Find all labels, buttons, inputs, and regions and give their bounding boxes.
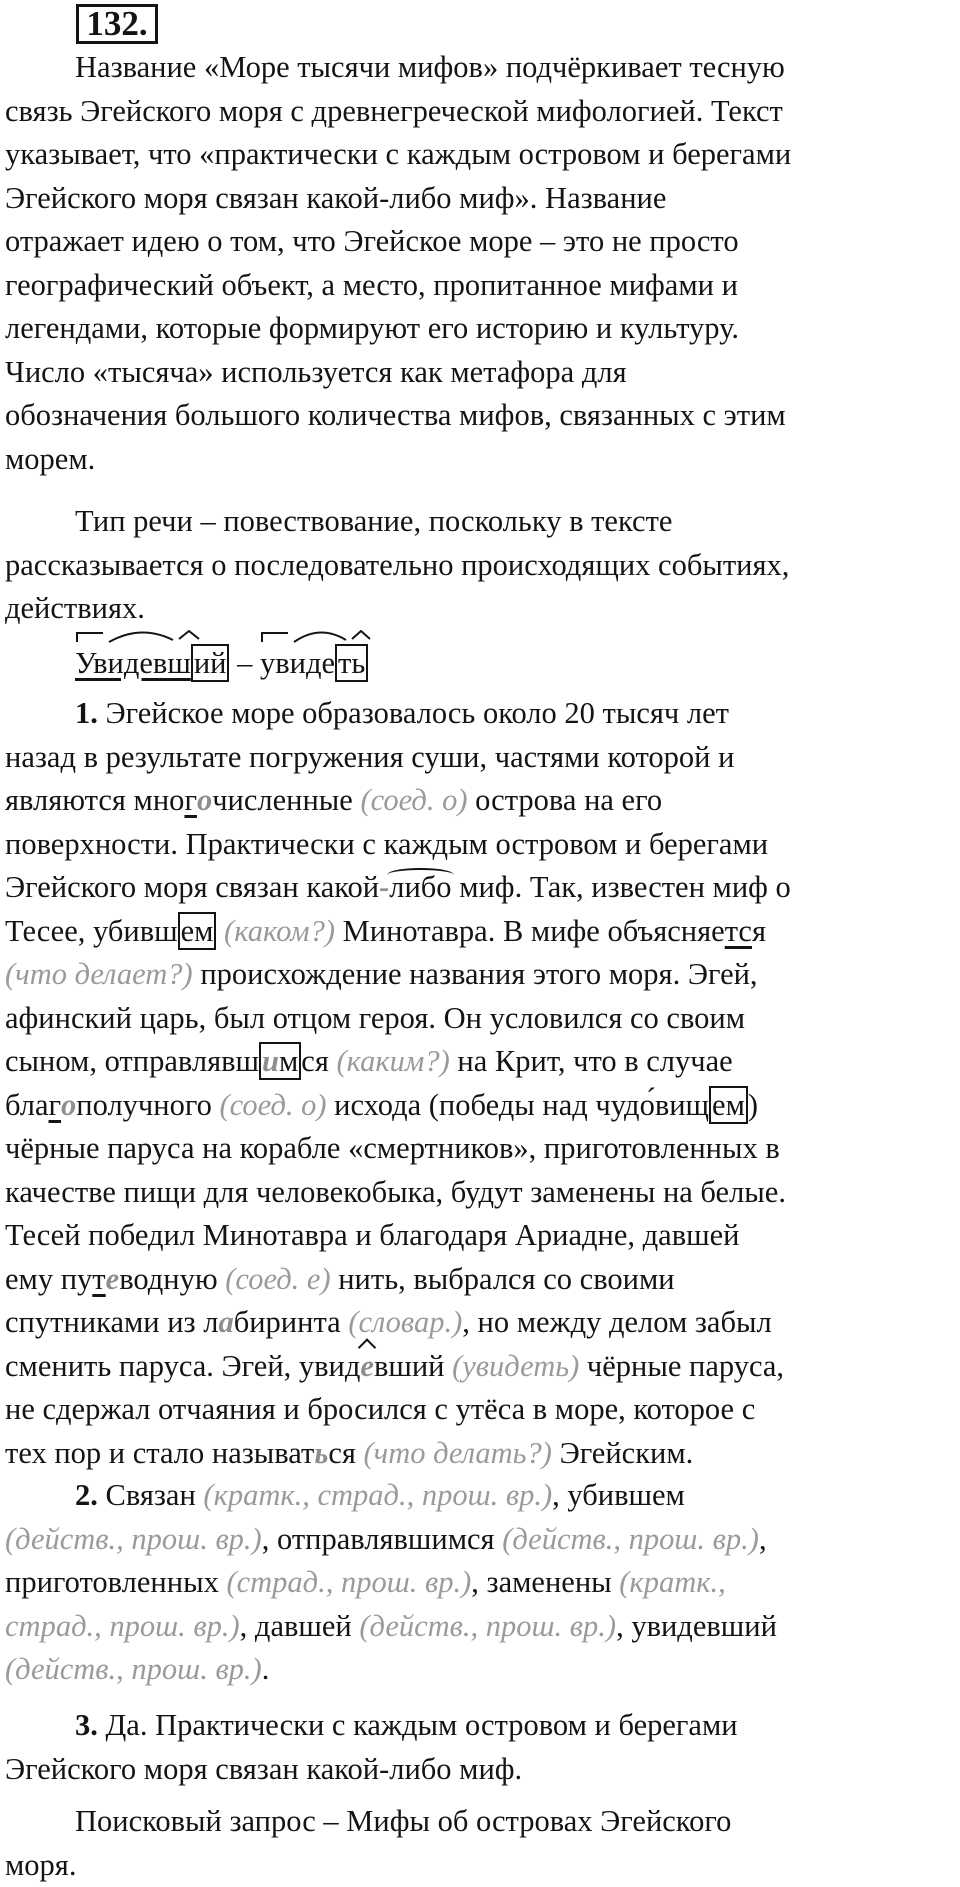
text-line: 3. Да. Практически с каждым островом и берегами <box>5 1704 955 1748</box>
prefix-mark-icon <box>260 630 400 644</box>
text-line: благополучного (соед. о) исхода (победы над чудо́вищем) <box>5 1084 955 1128</box>
text-line: страд., прош. вр.), давшей (действ., прош. вр.), увидевший <box>5 1605 955 1649</box>
text-line: сменить паруса. Эгей, увидевший (увидеть) чёрные паруса, <box>5 1345 955 1389</box>
text-line: (действ., прош. вр.), отправлявшимся (действ., прош. вр.), <box>5 1518 955 1562</box>
task-number: 132. <box>76 4 158 44</box>
text-line: приготовленных (страд., прош. вр.), заменены (кратк., <box>5 1561 955 1605</box>
section-1 <box>5 692 955 1475</box>
text-line: Эгейского моря связан какой-либо миф. Так, известен миф о <box>5 866 955 910</box>
ending-box: ем <box>178 912 217 950</box>
text-line: Эгейского моря связан какой-либо миф. <box>5 1748 955 1792</box>
ending-box: ем <box>709 1086 748 1124</box>
text-line: Тесее, убившем (каком?) Минотавра. В мифе объясняется <box>5 910 955 954</box>
text-line: (что делает?) происхождение названия этого моря. Эгей, <box>5 953 955 997</box>
text-line: афинский царь, был отцом героя. Он условился со своим <box>5 997 955 1041</box>
text-line: Эгейского моря связан какой-либо миф». Название <box>5 177 955 221</box>
section-3 <box>5 1704 955 1791</box>
text-line: являются многочисленные (соед. о) острова на его <box>5 779 955 823</box>
stress-caret: е <box>360 1345 374 1389</box>
text-line: 2. Связан (кратк., страд., прош. вр.), убившем <box>5 1474 955 1518</box>
text-line: чёрные паруса на корабле «смертников», приготовленных в <box>5 1127 955 1171</box>
text-line: Тесей победил Минотавра и благодаря Ариадне, давшей <box>5 1214 955 1258</box>
text-line: морем. <box>5 438 955 482</box>
paragraph-speech-type <box>5 500 955 631</box>
ending-box: ий <box>191 644 230 682</box>
text-line: Тип речи – повествование, поскольку в тексте <box>5 500 955 544</box>
word-uvidet: увидеть <box>260 642 368 686</box>
text-line: качестве пищи для человекобыка, будут заменены на белые. <box>5 1171 955 1215</box>
word-uvidevshiy: Увидевший <box>75 642 229 686</box>
text-line: 1. Эгейское море образовалось около 20 тысяч лет <box>5 692 955 736</box>
text-line: Название «Море тысячи мифов» подчёркивает тесную <box>5 46 955 90</box>
morpheme-analysis <box>5 642 955 686</box>
text-line: Поисковый запрос – Мифы об островах Эгейского <box>5 1800 955 1844</box>
ending-box: им <box>259 1042 301 1080</box>
text-line: легендами, которые формируют его историю и культуру. <box>5 307 955 351</box>
paragraph-title-meaning <box>5 46 955 481</box>
section-2 <box>5 1474 955 1692</box>
morpheme-line: Увидевший – увидеть <box>5 642 955 686</box>
text-line: указывает, что «практически с каждым островом и берегами <box>5 133 955 177</box>
text-line: связь Эгейского моря с древнегреческой мифологией. Текст <box>5 90 955 134</box>
text-line: поверхности. Практически с каждым островом и берегами <box>5 823 955 867</box>
text-line: Число «тысяча» используется как метафора для <box>5 351 955 395</box>
text-line: обозначения большого количества мифов, связанных с этим <box>5 394 955 438</box>
text-line: спутниками из лабиринта (словар.), но между делом забыл <box>5 1301 955 1345</box>
text-line: ему путеводную (соед. е) нить, выбрался со своими <box>5 1258 955 1302</box>
suffix-arc: либо <box>389 866 451 910</box>
text-line: действиях. <box>5 587 955 631</box>
text-line: моря. <box>5 1844 955 1887</box>
text-line: отражает идею о том, что Эгейское море – это не просто <box>5 220 955 264</box>
text-line: не сдержал отчаяния и бросился с утёса в море, которое с <box>5 1388 955 1432</box>
ending-box: ть <box>335 644 368 682</box>
text-line: тех пор и стало называться (что делать?) Эгейским. <box>5 1432 955 1476</box>
text-line: (действ., прош. вр.). <box>5 1648 955 1692</box>
text-line: рассказывается о последовательно происходящих событиях, <box>5 544 955 588</box>
paragraph-search-query <box>5 1800 955 1887</box>
text-line: географический объект, а место, пропитанное мифами и <box>5 264 955 308</box>
text-line: назад в результате погружения суши, частями которой и <box>5 736 955 780</box>
text-line: сыном, отправлявшимся (каким?) на Крит, что в случае <box>5 1040 955 1084</box>
